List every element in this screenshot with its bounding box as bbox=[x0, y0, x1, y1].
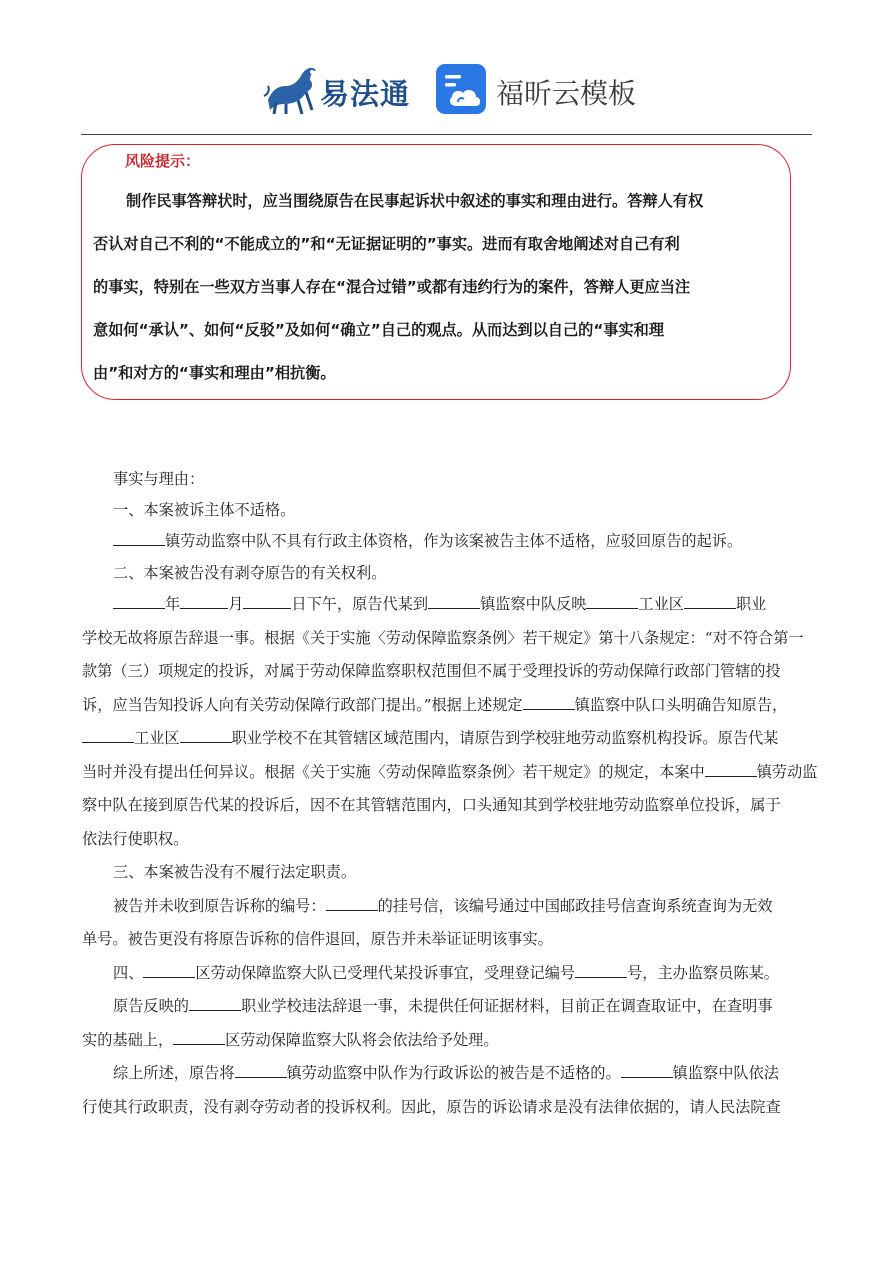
paragraph-2-line: 款第（三）项规定的投诉，对属于劳动保障监察职权范围但不属于受理投诉的劳动保障行政部门管辖的投 bbox=[82, 662, 781, 680]
blank-field[interactable] bbox=[173, 1029, 225, 1045]
paragraph-2-line: 诉，应当告知投诉人向有关劳动保障行政部门提出。”根据上述规定 镇监察中队口头明确告知原告， bbox=[82, 694, 822, 715]
paragraph-2-line: 察中队在接到原告代某的投诉后，因不在其管辖范围内，口头通知其到学校驻地劳动监察单位投诉，属于 bbox=[82, 796, 781, 814]
paragraph-3: 被告并未收到原告诉称的编号： 的挂号信，该编号通过中国邮政挂号信查询系统查询为无效 bbox=[82, 895, 853, 916]
blank-field[interactable] bbox=[428, 593, 480, 609]
yifatong-logo bbox=[262, 60, 412, 118]
paragraph-4: 原告反映的 职业学校违法辞退一事，未提供任何证据材料，目前正在调查取证中，在查明事 bbox=[82, 995, 853, 1016]
paragraph-5: 综上所述，原告将 镇劳动监察中队作为行政诉讼的被告是不适格的。 镇监察中队依法 bbox=[82, 1062, 853, 1083]
blank-field[interactable] bbox=[143, 962, 195, 978]
blank-field[interactable] bbox=[180, 727, 232, 743]
section-title-3: 三、本案被告没有不履行法定职责。 bbox=[113, 863, 356, 881]
blank-field[interactable] bbox=[243, 593, 291, 609]
paragraph-2-line: 依法行使职权。 bbox=[82, 830, 189, 848]
qilin-emblem-icon bbox=[262, 60, 320, 116]
header-divider bbox=[81, 134, 812, 135]
paragraph-2-line: 当时并没有提出任何异议。根据《关于实施〈劳动保障监察条例〉若干规定》的规定，本案中 镇劳动监 bbox=[82, 761, 822, 782]
risk-notice-line: 制作民事答辩状时，应当围绕原告在民事起诉状中叙述的事实和理由进行。答辩人有权 bbox=[126, 192, 704, 210]
blank-field[interactable] bbox=[189, 995, 241, 1011]
blank-field[interactable] bbox=[82, 727, 134, 743]
section-heading: 事实与理由： bbox=[113, 470, 205, 488]
blank-field[interactable] bbox=[113, 530, 165, 546]
blank-field[interactable] bbox=[180, 593, 228, 609]
risk-notice-title: 风险提示： bbox=[125, 152, 201, 170]
section-title-2: 二、本案被告没有剥夺原告的有关权利。 bbox=[113, 564, 387, 582]
blank-field[interactable] bbox=[586, 593, 638, 609]
blank-field[interactable] bbox=[621, 1062, 673, 1078]
paragraph-4-line: 实的基础上， 区劳动保障监察大队将会依法给予处理。 bbox=[82, 1029, 822, 1050]
paragraph-2-line: 工业区 职业学校不在其管辖区域范围内，请原告到学校驻地劳动监察机构投诉。原告代某 bbox=[82, 727, 822, 748]
risk-notice-line: 意如何“承认”、如何“反驳”及如何“确立”自己的观点。从而达到以自己的“事实和理 bbox=[93, 321, 665, 339]
cloud-document-icon bbox=[436, 64, 486, 114]
page-header bbox=[0, 58, 893, 124]
paragraph-3-line: 单号。被告更没有将原告诉称的信件退回，原告并未举证证明该事实。 bbox=[82, 930, 553, 948]
section-title-4: 四、 区劳动保障监察大队已受理代某投诉事宜，受理登记编号 号，主办监察员陈某。 bbox=[82, 962, 853, 983]
foxit-template-logo-text: 福昕云模板 bbox=[496, 77, 637, 110]
paragraph-1: 镇劳动监察中队不具有行政主体资格，作为该案被告主体不适格，应驳回原告的起诉。 bbox=[82, 530, 853, 551]
blank-field[interactable] bbox=[235, 1062, 287, 1078]
blank-field[interactable] bbox=[326, 895, 378, 911]
paragraph-2-line: 学校无故将原告辞退一事。根据《关于实施〈劳动保障监察条例〉若干规定》第十八条规定：“对不符合第一 bbox=[82, 629, 804, 647]
blank-field[interactable] bbox=[575, 962, 627, 978]
foxit-template-logo bbox=[436, 64, 636, 118]
risk-notice-line: 的事实，特别在一些双方当事人存在“混合过错”或都有违约行为的案件，答辩人更应当注 bbox=[93, 278, 691, 296]
blank-field[interactable] bbox=[705, 761, 757, 777]
paragraph-5-line: 行使其行政职责，没有剥夺劳动者的投诉权利。因此，原告的诉讼请求是没有法律依据的，请人民法院查 bbox=[82, 1098, 781, 1116]
section-title-1: 一、本案被诉主体不适格。 bbox=[113, 501, 296, 519]
paragraph-2: 年 月 日下午，原告代某到 镇监察中队反映 工业区 职业 bbox=[82, 593, 853, 614]
yifatong-logo-text: 易法通 bbox=[320, 77, 411, 111]
blank-field[interactable] bbox=[113, 593, 165, 609]
blank-field[interactable] bbox=[684, 593, 736, 609]
risk-notice-line: 由”和对方的“事实和理由”相抗衡。 bbox=[93, 364, 336, 382]
risk-notice-line: 否认对自己不利的“不能成立的”和“无证据证明的”事实。进而有取舍地阐述对自己有利 bbox=[93, 235, 680, 253]
blank-field[interactable] bbox=[523, 694, 575, 710]
